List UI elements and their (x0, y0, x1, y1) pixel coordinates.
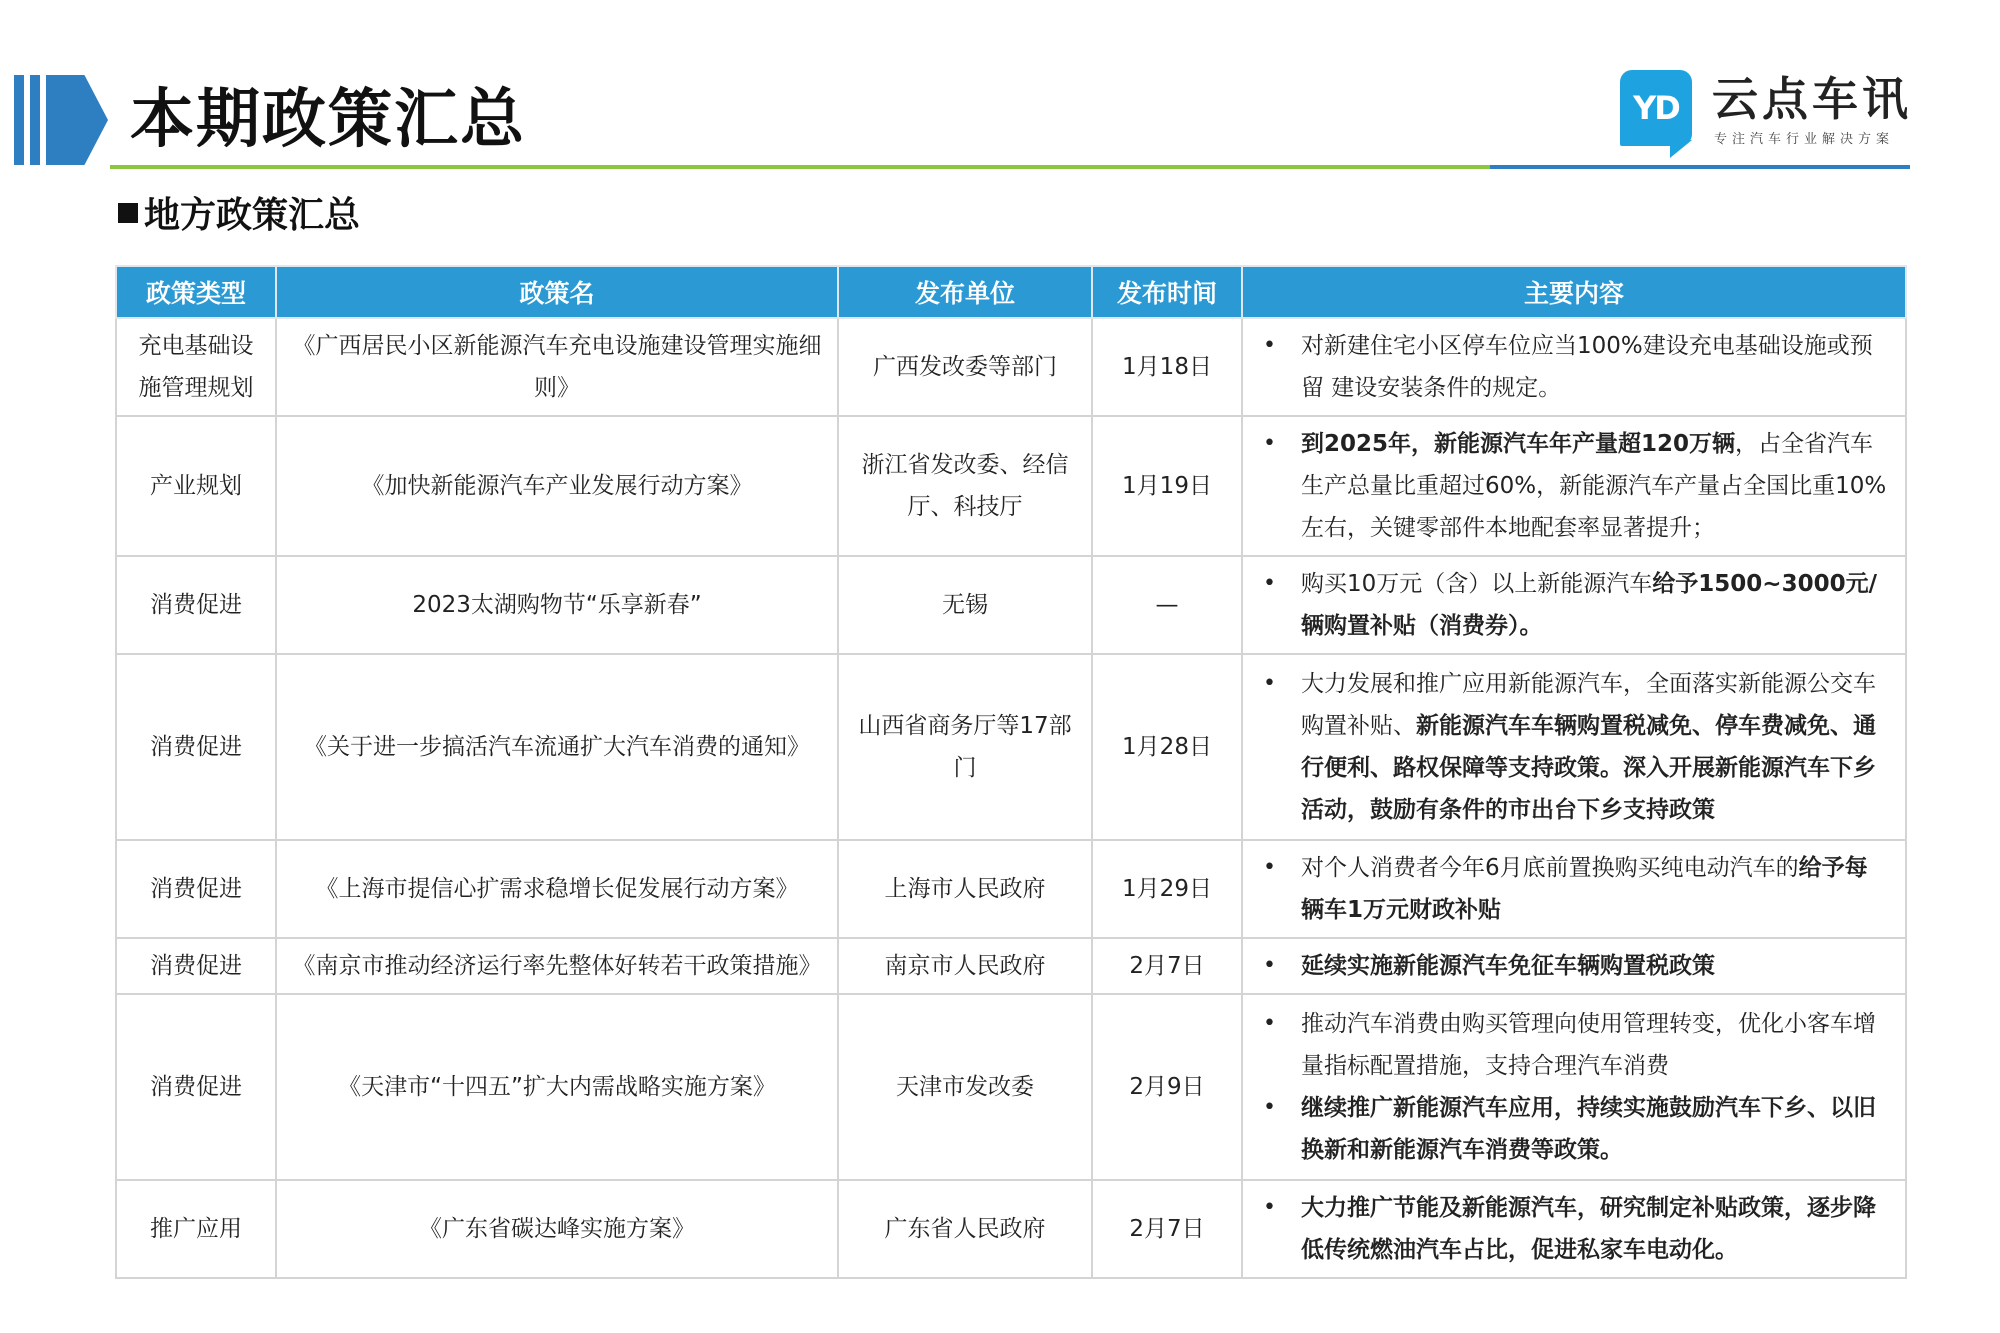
content-text: ，占全省汽车生产总量比重超过60%，新能源汽车产量占全国比重10%左右，关键零部件本地配套率显著提升； (1301, 431, 1887, 541)
section-heading (118, 192, 360, 240)
col-header-issuer: 发布单位 (838, 266, 1092, 318)
cell-date: 1月18日 (1092, 318, 1242, 416)
table-row (116, 654, 1906, 840)
content-text: 大力发展和推广应用新能源汽车，全面落实新能源公交车购置补贴、 (1301, 671, 1876, 739)
title-divider (110, 165, 1490, 169)
cell-date: 2月9日 (1092, 994, 1242, 1180)
table-body (116, 318, 1906, 1278)
table-row (116, 994, 1906, 1180)
cell-issuer: 南京市人民政府 (838, 938, 1092, 994)
header-accent-bar (14, 75, 24, 165)
content-bullet (1263, 1187, 1887, 1271)
brand-logo (1620, 70, 1920, 160)
brand-mark-tail (1670, 140, 1692, 158)
section-title: 地方政策汇总 (144, 195, 361, 236)
cell-type: 产业规划 (116, 416, 276, 556)
cell-type: 消费促进 (116, 654, 276, 840)
content-emphasis: 延续实施新能源汽车免征车辆购置税政策 (1301, 953, 1715, 979)
content-bullet (1263, 423, 1887, 549)
content-emphasis: 大力推广节能及新能源汽车，研究制定补贴政策，逐步降低传统燃油汽车占比，促进私家车电动化。 (1301, 1195, 1876, 1263)
cell-issuer: 广西发改委等部门 (838, 318, 1092, 416)
content-bullet (1263, 325, 1887, 409)
cell-content (1242, 416, 1906, 556)
cell-content (1242, 318, 1906, 416)
cell-content (1242, 1180, 1906, 1278)
cell-date: 2月7日 (1092, 938, 1242, 994)
page-title: 本期政策汇总 (130, 83, 526, 157)
cell-type: 消费促进 (116, 994, 276, 1180)
cell-name: 《加快新能源汽车产业发展行动方案》 (276, 416, 838, 556)
cell-name: 《广东省碳达峰实施方案》 (276, 1180, 838, 1278)
col-header-name: 政策名 (276, 266, 838, 318)
cell-name: 《南京市推动经济运行率先整体好转若干政策措施》 (276, 938, 838, 994)
cell-issuer: 广东省人民政府 (838, 1180, 1092, 1278)
content-bullet (1263, 563, 1887, 647)
col-header-content: 主要内容 (1242, 266, 1906, 318)
square-bullet-icon (118, 203, 138, 223)
header-arrow-icon (46, 75, 108, 165)
title-divider-accent (1490, 165, 1910, 169)
cell-date: 1月28日 (1092, 654, 1242, 840)
content-emphasis: 到2025年，新能源汽车年产量超120万辆 (1301, 431, 1736, 457)
content-bullet (1263, 1003, 1887, 1087)
table-header-row (116, 266, 1906, 318)
cell-content (1242, 938, 1906, 994)
content-bullet (1263, 663, 1887, 831)
content-emphasis: 继续推广新能源汽车应用，持续实施鼓励汽车下乡、以旧换新和新能源汽车消费等政策。 (1301, 1095, 1876, 1163)
cell-name: 《上海市提信心扩需求稳增长促发展行动方案》 (276, 840, 838, 938)
content-text: 购买10万元（含）以上新能源汽车 (1301, 571, 1653, 597)
cell-issuer: 浙江省发改委、经信厅、科技厅 (838, 416, 1092, 556)
cell-date: 1月19日 (1092, 416, 1242, 556)
policy-table (115, 265, 1907, 1279)
cell-type: 充电基础设施管理规划 (116, 318, 276, 416)
content-bullet (1263, 945, 1887, 987)
content-emphasis: 给予1500~3000元/辆购置补贴（消费券）。 (1301, 571, 1877, 639)
content-bullet (1263, 1087, 1887, 1171)
cell-content (1242, 994, 1906, 1180)
cell-type: 推广应用 (116, 1180, 276, 1278)
cell-content (1242, 556, 1906, 654)
cell-date: 1月29日 (1092, 840, 1242, 938)
table-row (116, 556, 1906, 654)
cell-name: 《天津市“十四五”扩大内需战略实施方案》 (276, 994, 838, 1180)
cell-name: 2023太湖购物节“乐享新春” (276, 556, 838, 654)
table-row (116, 1180, 1906, 1278)
table-row (116, 318, 1906, 416)
cell-issuer: 天津市发改委 (838, 994, 1092, 1180)
content-text: 推动汽车消费由购买管理向使用管理转变，优化小客车增量指标配置措施，支持合理汽车消费 (1301, 1011, 1876, 1079)
brand-slogan: 专注汽车行业解决方案 (1714, 132, 1895, 147)
content-emphasis: 新能源汽车车辆购置税减免、停车费减免、通行便利、路权保障等支持政策。深入开展新能源汽车下乡活动，鼓励有条件的市出台下乡支持政策 (1301, 713, 1876, 823)
content-emphasis: 给予每辆车1万元财政补贴 (1301, 855, 1868, 923)
content-bullet (1263, 847, 1887, 931)
cell-content (1242, 840, 1906, 938)
col-header-type: 政策类型 (116, 266, 276, 318)
cell-type: 消费促进 (116, 840, 276, 938)
brand-name: 云点车讯 (1712, 72, 1912, 126)
cell-date: 2月7日 (1092, 1180, 1242, 1278)
brand-mark-icon: YD (1620, 70, 1692, 146)
cell-type: 消费促进 (116, 938, 276, 994)
cell-date: — (1092, 556, 1242, 654)
cell-type: 消费促进 (116, 556, 276, 654)
header-accent-bar (30, 75, 40, 165)
cell-content (1242, 654, 1906, 840)
content-text: 对新建住宅小区停车位应当100%建设充电基础设施或预留 建设安装条件的规定。 (1301, 333, 1873, 401)
cell-issuer: 无锡 (838, 556, 1092, 654)
cell-issuer: 山西省商务厅等17部门 (838, 654, 1092, 840)
cell-name: 《关于进一步搞活汽车流通扩大汽车消费的通知》 (276, 654, 838, 840)
table-row (116, 840, 1906, 938)
table-row (116, 416, 1906, 556)
content-text: 对个人消费者今年6月底前置换购买纯电动汽车的 (1301, 855, 1799, 881)
col-header-date: 发布时间 (1092, 266, 1242, 318)
cell-issuer: 上海市人民政府 (838, 840, 1092, 938)
cell-name: 《广西居民小区新能源汽车充电设施建设管理实施细则》 (276, 318, 838, 416)
table-row (116, 938, 1906, 994)
